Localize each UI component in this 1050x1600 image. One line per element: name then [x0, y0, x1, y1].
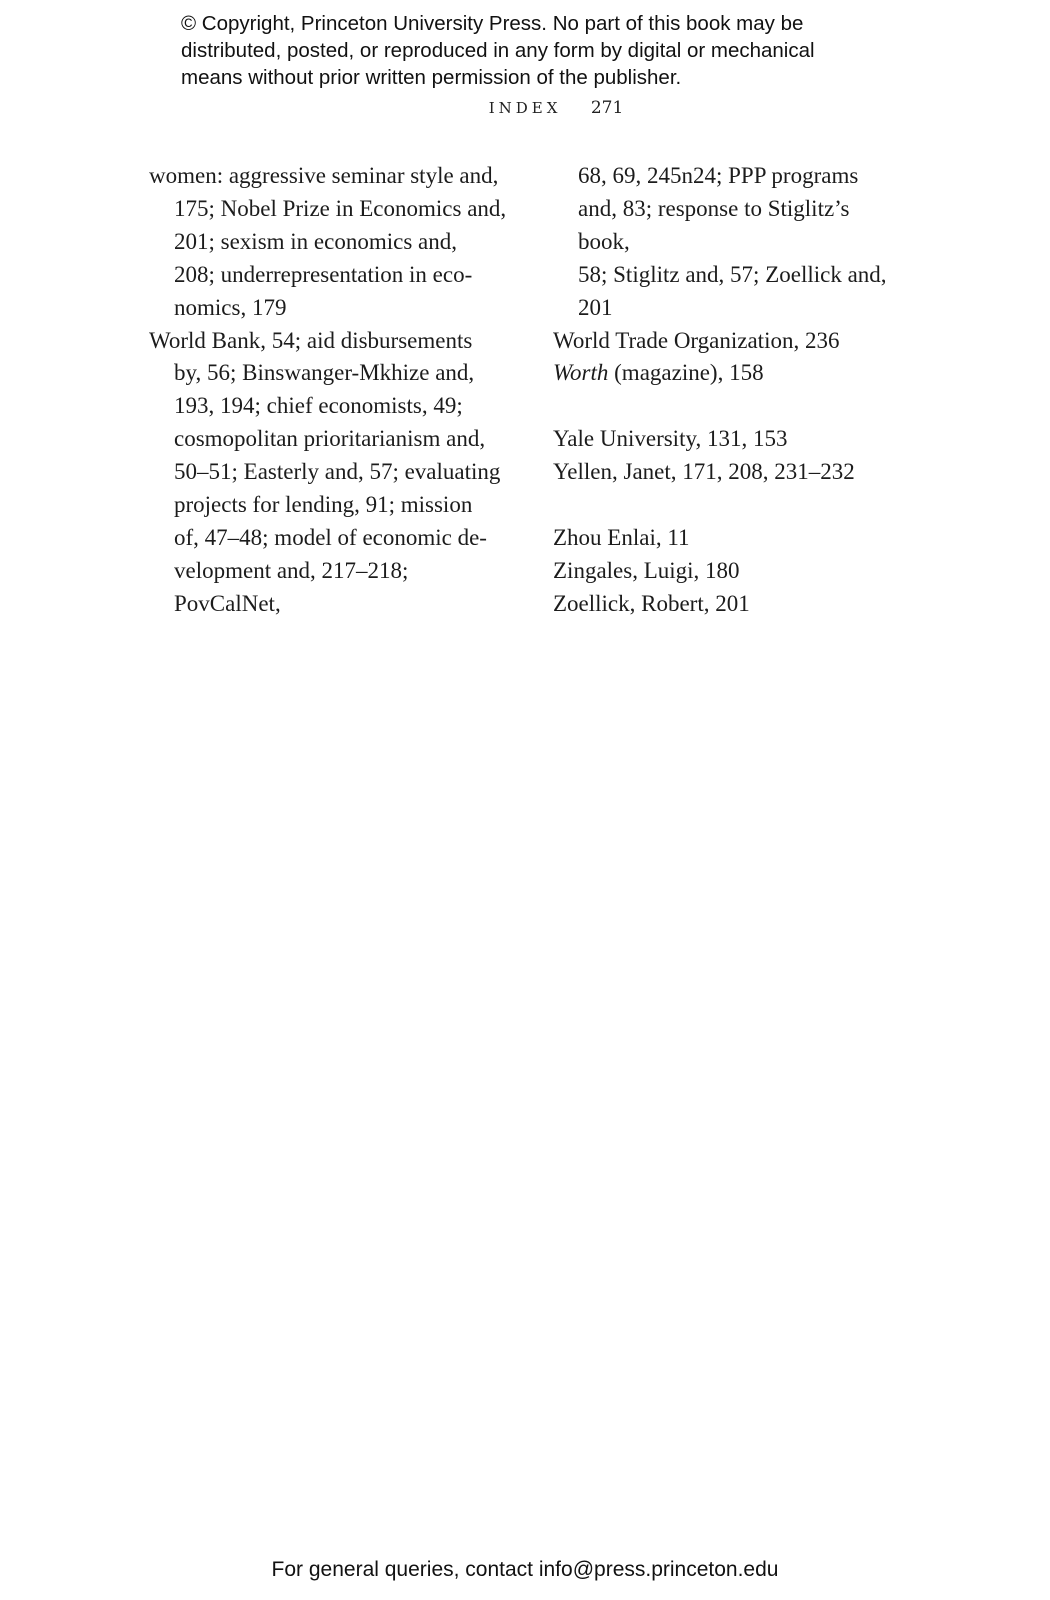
running-head — [0, 98, 1050, 118]
letter-gap — [553, 390, 903, 423]
entry-line: 50–51; Easterly and, 57; evaluating — [174, 459, 501, 485]
entry-line: women: aggressive seminar style and, — [149, 163, 499, 188]
copyright-notice — [181, 10, 901, 91]
entry-line: nomics, 179 — [174, 294, 287, 320]
entry-line: 58; Stiglitz and, 57; Zoellick and, — [578, 261, 887, 287]
index-entry-yale: Yale University, 131, 153 — [553, 426, 788, 452]
entry-line: 208; underrepresentation in eco- — [174, 261, 473, 287]
entry-line: velopment and, 217–218; PovCalNet, — [174, 557, 409, 616]
entry-line: 68, 69, 245n24; PPP programs — [578, 163, 859, 188]
index-entry-zhou: Zhou Enlai, 11 — [553, 524, 690, 550]
copyright-line: distributed, posted, or reproduced in any form by digital or mechanical — [181, 39, 815, 62]
entry-line: 201; sexism in economics and, — [174, 228, 457, 254]
entry-line: 201 — [578, 294, 613, 320]
index-column-left — [149, 160, 509, 621]
index-entry-world-bank — [149, 325, 509, 621]
letter-gap — [553, 489, 903, 522]
entry-line: 175; Nobel Prize in Economics and, — [174, 195, 507, 221]
index-entry-zoellick: Zoellick, Robert, 201 — [553, 590, 750, 616]
page-number: 271 — [590, 98, 624, 118]
index-entry-zingales: Zingales, Luigi, 180 — [553, 557, 740, 583]
entry-line: 193, 194; chief economists, 49; — [174, 393, 463, 419]
worth-title: Worth — [553, 360, 609, 386]
index-entry-world-bank-continued — [553, 160, 903, 325]
copyright-line: means without prior written permission of the publisher. — [181, 66, 682, 89]
index-entry-wto: World Trade Organization, 236 — [553, 327, 840, 353]
entry-line: projects for lending, 91; mission — [174, 492, 473, 518]
worth-rest: (magazine), 158 — [608, 360, 764, 386]
entry-line: of, 47–48; model of economic de- — [174, 524, 487, 550]
index-entry-worth — [553, 357, 903, 390]
index-entry-women — [149, 160, 509, 325]
index-entry-yellen: Yellen, Janet, 171, 208, 231–232 — [553, 459, 855, 485]
copyright-line: © Copyright, Princeton University Press. No part of this book may be — [181, 12, 804, 35]
entry-line: by, 56; Binswanger-Mkhize and, — [174, 360, 475, 386]
entry-line: World Bank, 54; aid disbursements — [149, 327, 473, 353]
index-column-right — [553, 160, 903, 621]
footer-contact: For general queries, contact info@press.princeton.edu — [271, 1558, 779, 1581]
running-head-label: INDEX — [488, 99, 562, 117]
entry-line: and, 83; response to Stiglitz’s book, — [578, 195, 850, 254]
entry-line: cosmopolitan prioritarianism and, — [174, 426, 486, 452]
